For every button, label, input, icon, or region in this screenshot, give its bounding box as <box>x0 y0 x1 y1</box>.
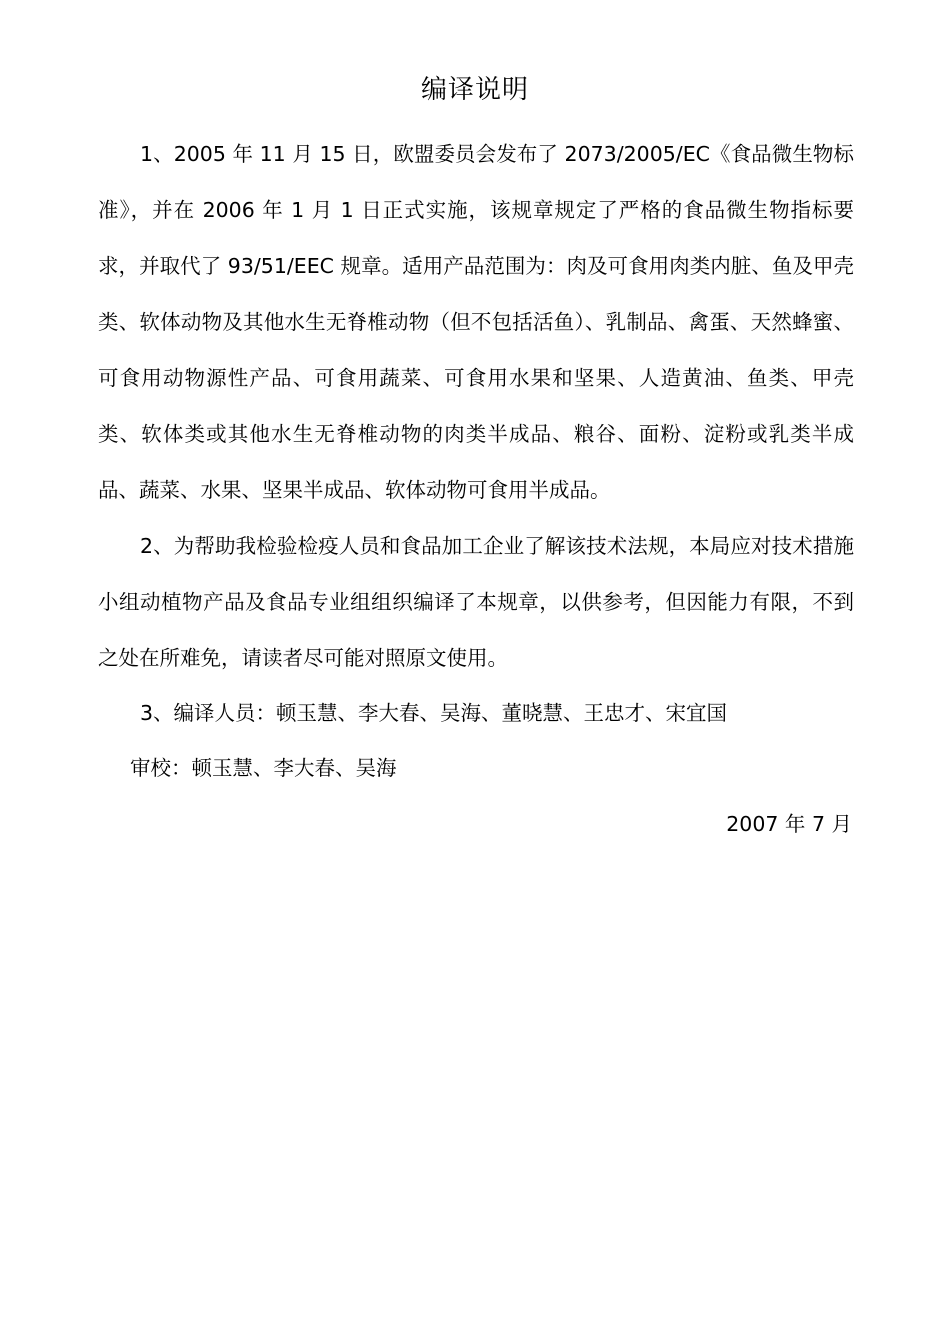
paragraph-reviewers: 审校：顿玉慧、李大春、吴海 <box>130 756 397 780</box>
document-date: 2007 年 7 月 <box>726 812 852 836</box>
document-title: 编译说明 <box>420 75 529 105</box>
paragraph-purpose: 2、为帮助我检验检疫人员和食品加工企业了解该技术法规，本局应对技术措施小组动植物产品及食品专业组组织编译了本规章，以供参考，但因能力有限，不到之处在所难免，请读者尽可能对照原文使用。 <box>98 534 854 670</box>
paragraph-translators: 3、编译人员：顿玉慧、李大春、吴海、董晓慧、王忠才、宋宜国 <box>140 701 728 725</box>
paragraph-scope: 1、2005 年 11 月 15 日，欧盟委员会发布了 2073/2005/EC《食品微生物标准》，并在 2006 年 1 月 1 日正式实施，该规章规定了严格的食品微生物指标要求，并取代了 93/51/EEC 规章。适用产品范围为：肉及可食用肉类内脏、鱼及甲壳类、软体动物及其他水生无脊椎动物（但不包括活鱼）、乳制品、禽蛋、天然蜂蜜、可食用动物源性产品、可食用蔬菜、可食用水果和坚果、人造黄油、鱼类、甲壳类、软体类或其他水生无脊椎动物的肉类半成品、粮谷、面粉、淀粉或乳类半成品、蔬菜、水果、坚果半成品、软体动物可食用半成品。 <box>98 142 854 502</box>
